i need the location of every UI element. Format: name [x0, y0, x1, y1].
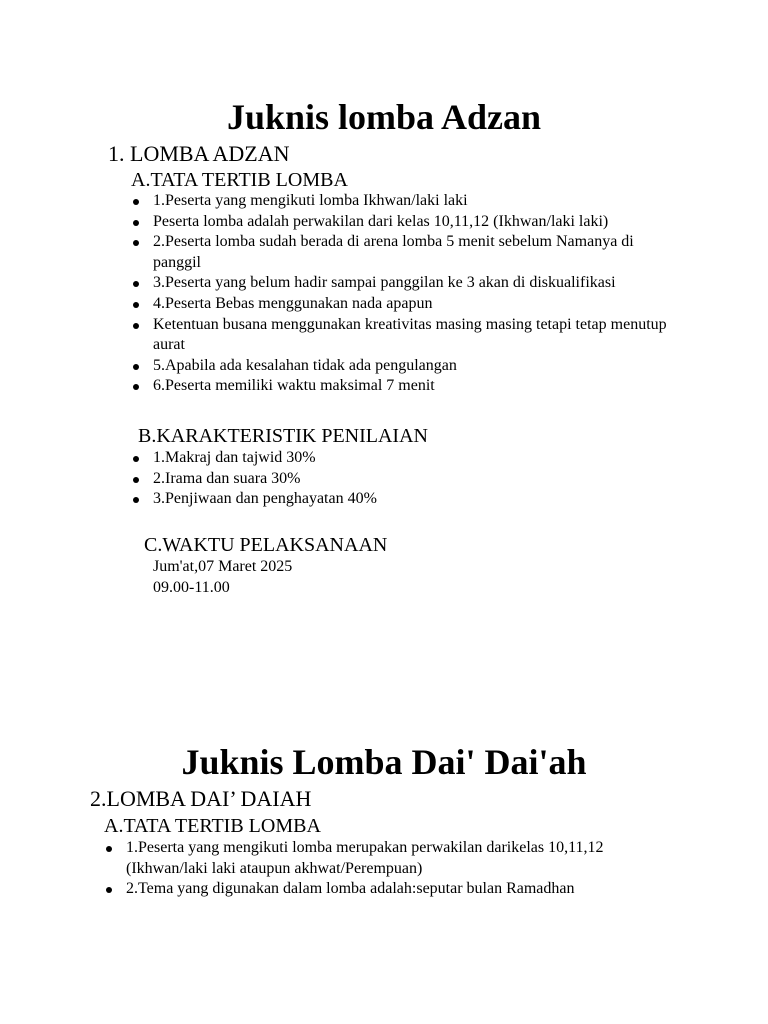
tata-tertib-list: [153, 191, 673, 397]
list-item: Ketentuan busana menggunakan kreativitas masing masing tetapi tetap menutup aurat: [153, 315, 673, 356]
subheading-tata-tertib: A.TATA TERTIB LOMBA: [131, 169, 348, 191]
list-item: 3.Penjiwaan dan penghayatan 40%: [153, 489, 673, 510]
tata-tertib-list-2: [126, 838, 666, 900]
list-item: 1.Makraj dan tajwid 30%: [153, 448, 673, 469]
list-item: 2.Irama dan suara 30%: [153, 469, 673, 490]
penilaian-list: [153, 448, 673, 510]
event-date: Jum'at,07 Maret 2025: [153, 558, 293, 575]
list-item: 1.Peserta yang mengikuti lomba Ikhwan/laki laki: [153, 191, 673, 212]
list-item: 6.Peserta memiliki waktu maksimal 7 menit: [153, 376, 673, 397]
list-item: Peserta lomba adalah perwakilan dari kelas 10,11,12 (Ikhwan/laki laki): [153, 212, 673, 233]
list-item: 2.Tema yang digunakan dalam lomba adalah:seputar bulan Ramadhan: [126, 879, 666, 900]
section-heading-lomba-dai-daiah: 2.LOMBA DAI’ DAIAH: [90, 786, 312, 811]
section-heading-lomba-adzan: 1. LOMBA ADZAN: [108, 141, 290, 166]
list-item: 4.Peserta Bebas menggunakan nada apapun: [153, 294, 673, 315]
list-item: 1.Peserta yang mengikuti lomba merupakan perwakilan darikelas 10,11,12 (Ikhwan/laki laki ataupun akhwat/Perempuan): [126, 838, 666, 879]
list-item: 2.Peserta lomba sudah berada di arena lomba 5 menit sebelum Namanya di panggil: [153, 232, 673, 273]
subheading-karakteristik-penilaian: B.KARAKTERISTIK PENILAIAN: [138, 425, 428, 447]
list-item: 5.Apabila ada kesalahan tidak ada pengulangan: [153, 356, 673, 377]
event-time: 09.00-11.00: [153, 579, 230, 596]
subheading-tata-tertib-2: A.TATA TERTIB LOMBA: [104, 815, 321, 837]
page-title-adzan: Juknis lomba Adzan: [226, 97, 542, 137]
subheading-waktu-pelaksanaan: C.WAKTU PELAKSANAAN: [144, 534, 388, 556]
page-title-dai-daiah: Juknis Lomba Dai' Dai'ah: [181, 742, 587, 782]
list-item: 3.Peserta yang belum hadir sampai panggilan ke 3 akan di diskualifikasi: [153, 273, 673, 294]
